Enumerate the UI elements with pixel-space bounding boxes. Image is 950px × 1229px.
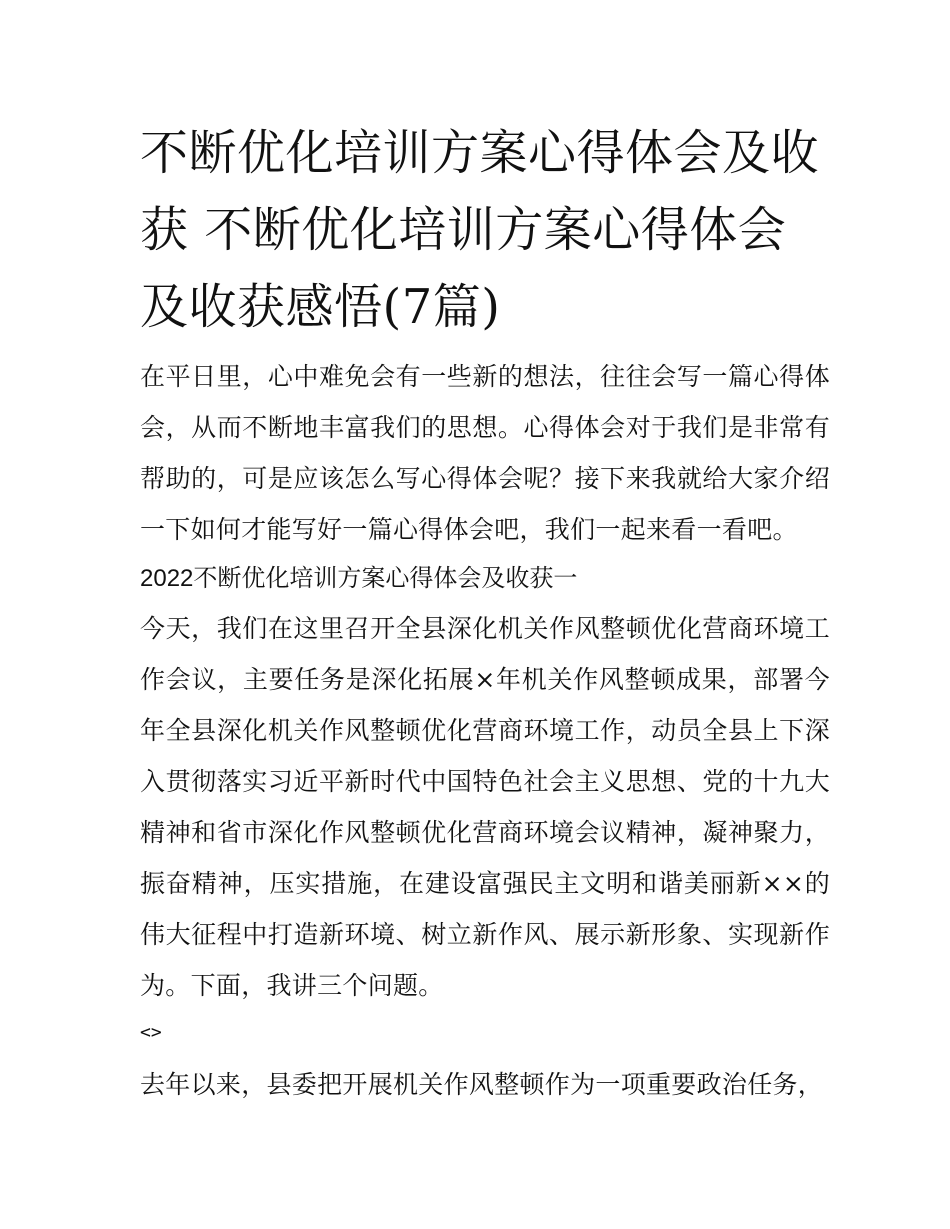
body-paragraph: 今天，我们在这里召开全县深化机关作风整顿优化营商环境工作会议，主要任务是深化拓展×年机关作风整顿成果，部署今年全县深化机关作风整顿优化营商环境工作，动员全县上下深入贯彻落实习近平新时代中国特色社会主义思想、党的十九大精神和省市深化作风整顿优化营商环境会议精神，凝神聚力，振奋精神，压实措施，在建设富强民主文明和谐美丽新××的伟大征程中打造新环境、树立新作风、展示新形象、实现新作为。下面，我讲三个问题。 [140,614,830,1000]
section-marker: <> [140,1022,162,1043]
document-content [140,115,830,1110]
section-heading: 2022不断优化培训方案心得体会及收获一 [140,565,578,592]
closing-paragraph: 去年以来，县委把开展机关作风整顿作为一项重要政治任务， [140,1070,824,1099]
document-title: 不断优化培训方案心得体会及收获 不断优化培训方案心得体会及收获感悟(7篇) [140,125,820,335]
intro-paragraph: 在平日里，心中难免会有一些新的想法，往往会写一篇心得体会，从而不断地丰富我们的思想。心得体会对于我们是非常有帮助的，可是应该怎么写心得体会呢？接下来我就给大家介绍一下如何才能写好一篇心得体会吧，我们一起来看一看吧。 [140,362,830,544]
